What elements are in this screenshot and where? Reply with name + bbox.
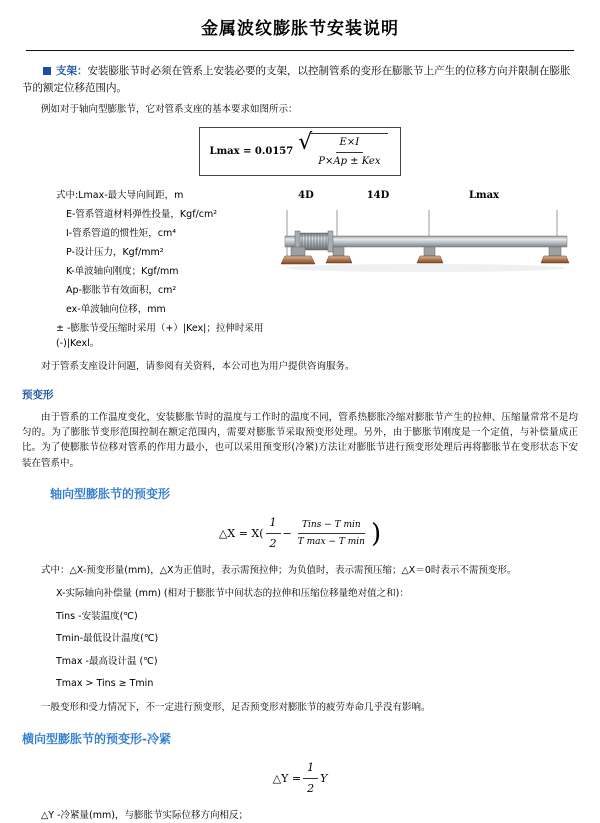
figure-dimension-labels — [274, 188, 578, 206]
piping-figure — [274, 188, 578, 292]
axial-note: 式中：△X-预变形量(mm)，△X为正值时，表示需预拉伸；为负值时，表示需预压缩；△X＝0时表示不需预变形。 — [41, 565, 517, 577]
formula-lmax-radical — [298, 129, 388, 170]
list-item: I-管系管道的惯性矩，cm⁴ — [66, 228, 177, 240]
document-page — [0, 16, 600, 821]
formula-delta-y — [22, 759, 578, 798]
frac2-numerator: Tins − T min — [298, 518, 365, 535]
piping-diagram-svg — [274, 206, 578, 290]
formula-delta-y-frac — [303, 759, 318, 798]
list-item: K-单波轴向刚度；Kgf/mm — [66, 265, 179, 277]
section-bracket-paragraph-3: 对于管系支座设计问题，请参阅有关资料，本公司也为用户提供咨询服务。 — [41, 361, 355, 373]
list-item: Tmax -最高设计温 (℃) — [56, 655, 158, 667]
title-divider — [26, 50, 574, 51]
list-item: P-设计压力，Kgf/mm² — [66, 246, 164, 258]
list-item: E-管系管道材料弹性投量，Kgf/cm² — [66, 209, 218, 221]
formula-lmax-denominator: P×Ap ± Kex — [318, 156, 381, 168]
formula-delta-x-rhs: ) — [370, 518, 382, 549]
list-item: X-实际轴向补偿量 (mm) (相对于膨胀节中间状态的拉伸和压缩位移量绝对值之和)： — [56, 588, 409, 600]
list-item: Tmax > Tins ≥ Tmin — [56, 677, 154, 689]
formula-lmax-box — [199, 127, 402, 176]
list-item: ± -膨胀节受压缩时采用（+）|Kex|；拉伸时采用(-)|Kexl。 — [56, 322, 264, 350]
support-guide-2 — [417, 247, 443, 263]
radical-sign-icon: √ — [298, 129, 313, 155]
section-heading-predeform — [22, 387, 578, 404]
fracy-numerator: 1 — [303, 759, 318, 779]
frac2-denominator: T max − T min — [297, 537, 365, 548]
section-bracket-paragraph-1: 安装膨胀节时必须在管系上安装必要的支架，以控制管系的变形在膨胀节上产生的位移方向并限制在膨胀节的额定位移范围内。 — [22, 64, 571, 94]
list-item: Ap-膨胀节有效面积，cm² — [66, 284, 177, 296]
subsection-heading-lateral: 横向型膨胀节的预变形-冷紧 — [22, 731, 171, 746]
list-item: Tins -安装温度(℃) — [56, 610, 138, 622]
fracy-denominator: 2 — [307, 781, 315, 795]
lateral-note: △Y -冷紧量(mm)，与膨胀节实际位移方向相反； — [41, 809, 248, 821]
formula-delta-x-minus: − — [282, 526, 292, 540]
formula-lmax-lhs: Lmax = 0.0157 — [209, 145, 294, 157]
formula-delta-x-frac1 — [266, 514, 281, 553]
formula-lmax-numerator: E×I — [336, 135, 364, 153]
figure-label-lmax: Lmax — [468, 190, 500, 202]
formula-delta-x — [22, 514, 578, 553]
legend-figure-block — [22, 188, 578, 355]
support-anchor-end — [541, 247, 569, 263]
formula-delta-y-lhs: △Y = — [272, 771, 302, 785]
frac1-denominator: 2 — [269, 537, 277, 551]
formula-lmax-fraction — [310, 133, 388, 170]
formula-delta-x-inner — [219, 514, 381, 553]
list-item: Tmin-最低设计温度(℃) — [56, 633, 159, 645]
section-heading-predeform-label: 预变形 — [22, 388, 54, 401]
section-bracket-paragraph-2: 例如对于轴向型膨胀节，它对管系支座的基本要求如图所示： — [41, 103, 298, 115]
section-heading-bracket: 支架：安装膨胀节时必须在管系上安装必要的支架，以控制管系的变形在膨胀节上产生的位移方向并限制在膨胀节的额定位移范围内。 — [22, 64, 571, 94]
list-item: ex-单波轴向位移，mm — [66, 303, 166, 315]
formula-delta-y-inner — [273, 759, 328, 798]
subsection-heading-axial: 轴向型膨胀节的预变形 — [50, 487, 171, 502]
section-predeform-paragraph-1: 由于管系的工作温度变化，安装膨胀节时的温度与工作时的温度不同，管系热膨胀冷缩对膨胀节产生的拉伸、压缩量常常不是均匀的。为了膨胀节变形范围控制在额定范围内，需要对膨胀节采取预变形处理。另外，由于膨胀节刚度是一个定值，与补偿量成正比。为了使膨胀节位移对管系的作用力最小，也可以采用预变形(冷紧)方法让对膨胀节进行预变形处理后再将膨胀节在变形状态下安装在管系中。 — [22, 411, 578, 469]
axial-tail: 一般变形和受力情况下，不一定进行预变形，足否预变形对膨胀节的疲劳寿命几乎没有影响。 — [41, 702, 431, 714]
formula-delta-y-rhs: Y — [320, 771, 328, 785]
legend-list — [22, 188, 274, 355]
list-item: 式中:Lmax-最大导向间距，m — [56, 190, 184, 202]
section-heading-bracket-label: 支架 — [56, 64, 77, 77]
square-bullet-icon — [43, 67, 51, 75]
formula-delta-x-frac2 — [294, 518, 369, 550]
fraction — [314, 135, 384, 170]
figure-label-14d: 14D — [366, 190, 390, 202]
figure-label-4d: 4D — [298, 190, 314, 202]
page-title: 金属波纹膨胀节安装说明 — [201, 19, 399, 39]
frac1-numerator: 1 — [266, 514, 281, 534]
formula-delta-x-lhs: △X = X( — [218, 526, 264, 540]
formula-lmax — [22, 127, 578, 176]
